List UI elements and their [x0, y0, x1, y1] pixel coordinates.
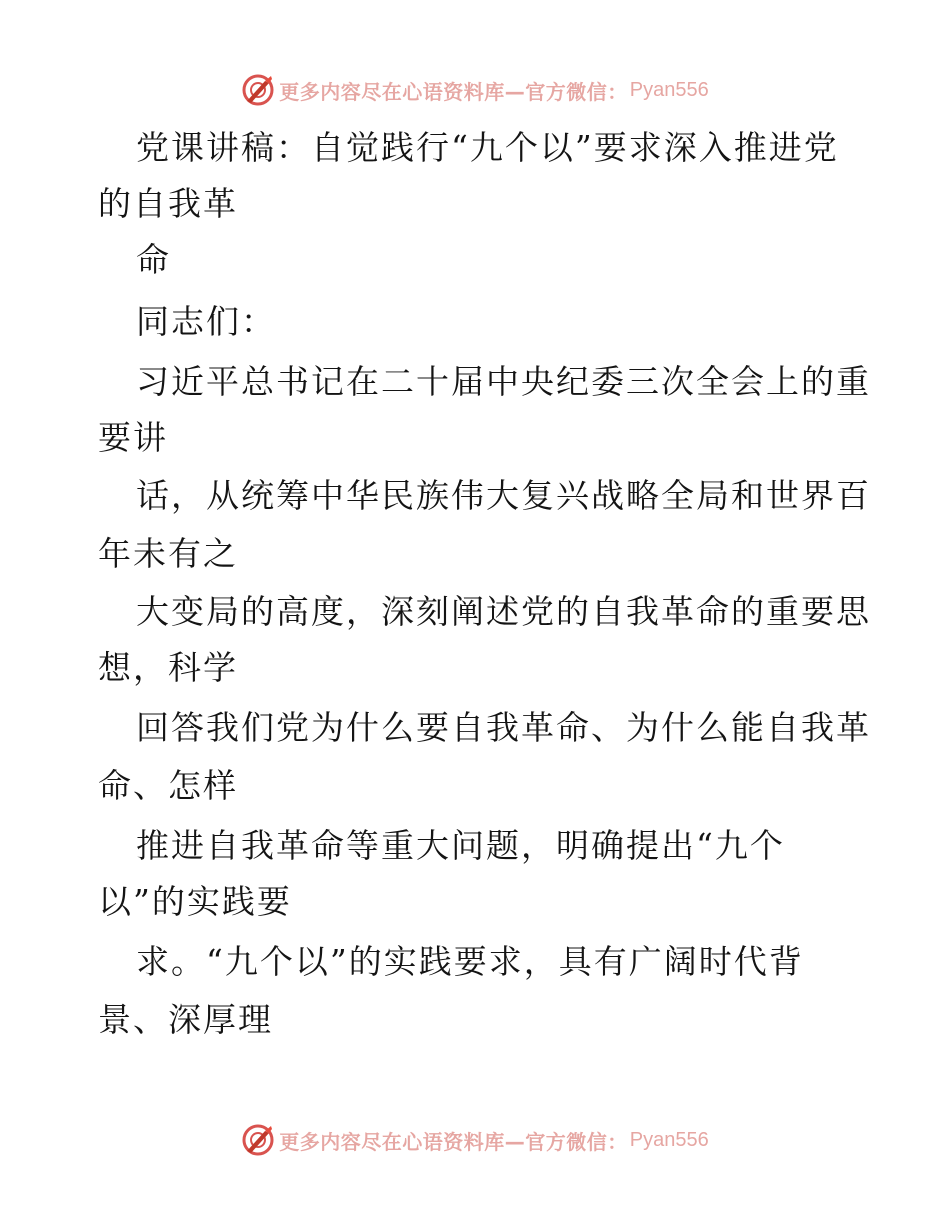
doc-salutation: 同志们：	[136, 302, 276, 341]
watermark-text: 更多内容尽在心语资料库—官方微信：	[279, 79, 628, 104]
doc-paragraph-line: 年未有之	[98, 534, 238, 573]
doc-paragraph-line: 要讲	[98, 418, 168, 457]
watermark-wechat-id: Pyan556	[629, 78, 709, 101]
header-watermark	[0, 70, 950, 110]
doc-paragraph-line: 习近平总书记在二十届中央纪委三次全会上的重	[136, 362, 871, 401]
doc-title-line-3: 命	[136, 240, 171, 279]
doc-paragraph-line: 想，科学	[98, 648, 238, 687]
doc-title-line-2: 的自我革	[98, 184, 238, 223]
doc-paragraph-line: 话，从统筹中华民族伟大复兴战略全局和世界百	[136, 476, 871, 515]
doc-paragraph-line: 以”的实践要	[98, 882, 292, 921]
footer-watermark	[0, 1120, 950, 1160]
doc-title-line-1: 党课讲稿：自觉践行“九个以”要求深入推进党	[136, 128, 839, 167]
watermark-text: 更多内容尽在心语资料库—官方微信：	[279, 1129, 628, 1154]
doc-paragraph-line: 大变局的高度，深刻阐述党的自我革命的重要思	[136, 592, 871, 631]
doc-paragraph-line: 求。“九个以”的实践要求，具有广阔时代背	[136, 942, 804, 981]
doc-paragraph-line: 推进自我革命等重大问题，明确提出“九个	[136, 826, 785, 865]
doc-paragraph-line: 命、怎样	[98, 766, 238, 805]
doc-paragraph-line: 景、深厚理	[98, 1000, 273, 1039]
doc-paragraph-line: 回答我们党为什么要自我革命、为什么能自我革	[136, 708, 871, 747]
brand-logo-icon	[241, 73, 275, 107]
brand-logo-icon	[241, 1123, 275, 1157]
watermark-wechat-id: Pyan556	[629, 1128, 709, 1151]
